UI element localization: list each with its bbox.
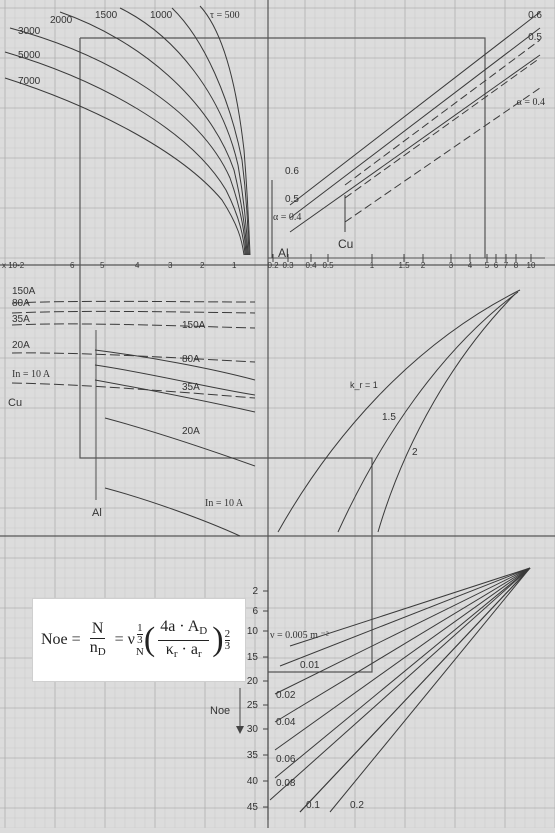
alpha-label: α = 0.4 [273, 212, 302, 223]
material-label-al: Al [278, 246, 289, 260]
nu-label: 0.2 [350, 800, 364, 811]
x-tick-label: 2 [420, 261, 426, 270]
y-tick-label: 30 [246, 724, 258, 735]
al-current-label: 80A [182, 354, 200, 365]
formula-frac2-den-mid: · a [177, 640, 198, 658]
formula-lhs: Noe [41, 631, 68, 648]
y-tick-label: 20 [246, 676, 258, 687]
x-tick-label: 3 [448, 261, 454, 270]
x-tick-label: 3 [168, 261, 173, 270]
formula-nu-sup-den: 3 [137, 633, 143, 646]
formula-frac1-den-sub: D [97, 645, 106, 658]
formula-frac2-num-sub: D [199, 624, 208, 637]
x-tick-label: 2 [200, 261, 205, 270]
y-tick-label: 40 [246, 776, 258, 787]
nu-label: 0.01 [300, 660, 320, 671]
nu-line [275, 568, 530, 778]
x-tick-label: x 10-2 [2, 261, 25, 270]
x-tick-label: 0.5 [322, 261, 334, 270]
x-tick-label: 1 [232, 261, 237, 270]
formula-nu-exponent [136, 623, 144, 658]
x-tick-label: 8 [513, 261, 519, 270]
formula-nu [128, 623, 144, 658]
formula-frac2-den [164, 641, 204, 663]
nu-line [270, 568, 530, 800]
formula-eq2: = [114, 631, 124, 648]
x-tick-label: 6 [493, 261, 499, 270]
formula-nu-sup-num: 1 [137, 621, 143, 634]
tau-curve-label: 1500 [95, 10, 118, 21]
alpha-label: 0.6 [528, 10, 542, 21]
formula-exponent [225, 629, 231, 652]
formula-nu-symbol: ν [127, 631, 135, 648]
kr-label: k_r = 1 [350, 380, 378, 390]
alpha-line-cu-06 [345, 40, 540, 185]
tau-curve-label: 7000 [18, 76, 41, 87]
material-label-cu: Cu [338, 237, 354, 251]
cu-current-curve [12, 383, 255, 398]
cu-current-curve [12, 353, 255, 362]
cu-group-label: Cu [8, 397, 23, 409]
cu-current-curve [12, 311, 255, 313]
formula-pow-den: 3 [224, 639, 231, 652]
tau-curve-label: τ = 500 [210, 10, 240, 21]
formula-frac2-den-text: κ [165, 640, 174, 658]
al-current-label: 150A [182, 320, 206, 331]
formula-eq1: = [71, 631, 81, 648]
formula-nu-sub: N [135, 645, 144, 658]
x-tick-label: 4 [135, 261, 140, 270]
formula-frac2 [158, 618, 209, 663]
nu-label: 0.06 [276, 754, 296, 765]
y-tick-label: 25 [246, 700, 258, 711]
x-tick-label: 1 [369, 261, 375, 270]
cu-current-label: 80A [12, 298, 30, 309]
al-current-label: In = 10 A [205, 498, 244, 509]
kr-curve [278, 290, 520, 532]
alpha-label: 0.5 [285, 194, 299, 205]
alpha-label: 0.6 [285, 166, 299, 177]
formula-frac2-num [158, 618, 209, 641]
y-axis-title: Noe [210, 705, 231, 717]
y-tick-label: 6 [252, 606, 258, 617]
kr-label: 2 [412, 447, 418, 458]
formula-box [32, 598, 246, 682]
formula-frac1-den [88, 639, 108, 661]
nu-label: 0.1 [306, 800, 320, 811]
nu-label: 0.02 [276, 690, 296, 701]
x-tick-label: 6 [70, 261, 75, 270]
x-tick-label: 0.2 [267, 261, 279, 270]
y-tick-label: 45 [246, 802, 258, 813]
al-group-label: Al [92, 507, 102, 519]
y-tick-label: 10 [246, 626, 258, 637]
nu-line [330, 568, 530, 812]
x-tick-label: 4 [467, 261, 473, 270]
cu-current-curve [12, 324, 255, 328]
cu-current-label: 20A [12, 340, 30, 351]
tau-curve-label: 3000 [18, 26, 41, 37]
x-tick-label: 10 [526, 261, 536, 270]
alpha-label: α = 0.4 [516, 97, 545, 108]
cu-current-label: In = 10 A [12, 369, 51, 380]
formula-frac2-den-sub2: r [197, 647, 202, 660]
tau-curve-label: 5000 [18, 50, 41, 61]
formula-frac2-num-text: 4a · A [160, 617, 200, 635]
x-tick-label: 7 [503, 261, 509, 270]
x-tick-label: 5 [100, 261, 105, 270]
tau-curve [5, 78, 244, 255]
cu-current-label: 150A [12, 286, 36, 297]
nu-label: ν = 0.005 m ⁻² [270, 630, 329, 641]
cu-current-label: 35A [12, 314, 30, 325]
x-tick-label: 1.5 [398, 261, 410, 270]
tau-curve [10, 28, 246, 255]
x-tick-label: 0.3 [282, 261, 294, 270]
formula-frac1 [88, 620, 108, 661]
formula-pow-num: 2 [224, 627, 231, 640]
nu-line [275, 568, 530, 750]
kr-label: 1.5 [382, 412, 396, 423]
x-tick-label: 0.4 [305, 261, 317, 270]
y-tick-label: 15 [246, 652, 258, 663]
al-current-label: 20A [182, 426, 200, 437]
x-tick-label: 5 [484, 261, 490, 270]
alpha-label: 0.5 [528, 32, 542, 43]
kr-curve [378, 294, 515, 532]
y-tick-label: 35 [246, 750, 258, 761]
formula-frac2-den-sub1: r [173, 647, 178, 660]
reading-path-main [80, 38, 372, 672]
nu-line [275, 568, 530, 722]
noe-arrow-head [236, 726, 244, 734]
nu-label: 0.04 [276, 717, 296, 728]
y-tick-label: 2 [252, 586, 258, 597]
cu-current-curve [12, 301, 255, 303]
formula-paren-close: ) [212, 621, 224, 658]
nu-label: 0.08 [276, 778, 296, 789]
formula-paren-open: ( [143, 621, 156, 658]
tau-curve-label: 1000 [150, 10, 173, 21]
formula-frac1-num: N [91, 619, 104, 637]
tau-curve-label: 2000 [50, 15, 73, 26]
al-current-label: 35A [182, 382, 200, 393]
al-current-curve [105, 418, 255, 466]
formula-frac1-den-text: n [89, 638, 98, 656]
tau-curve [60, 12, 247, 255]
